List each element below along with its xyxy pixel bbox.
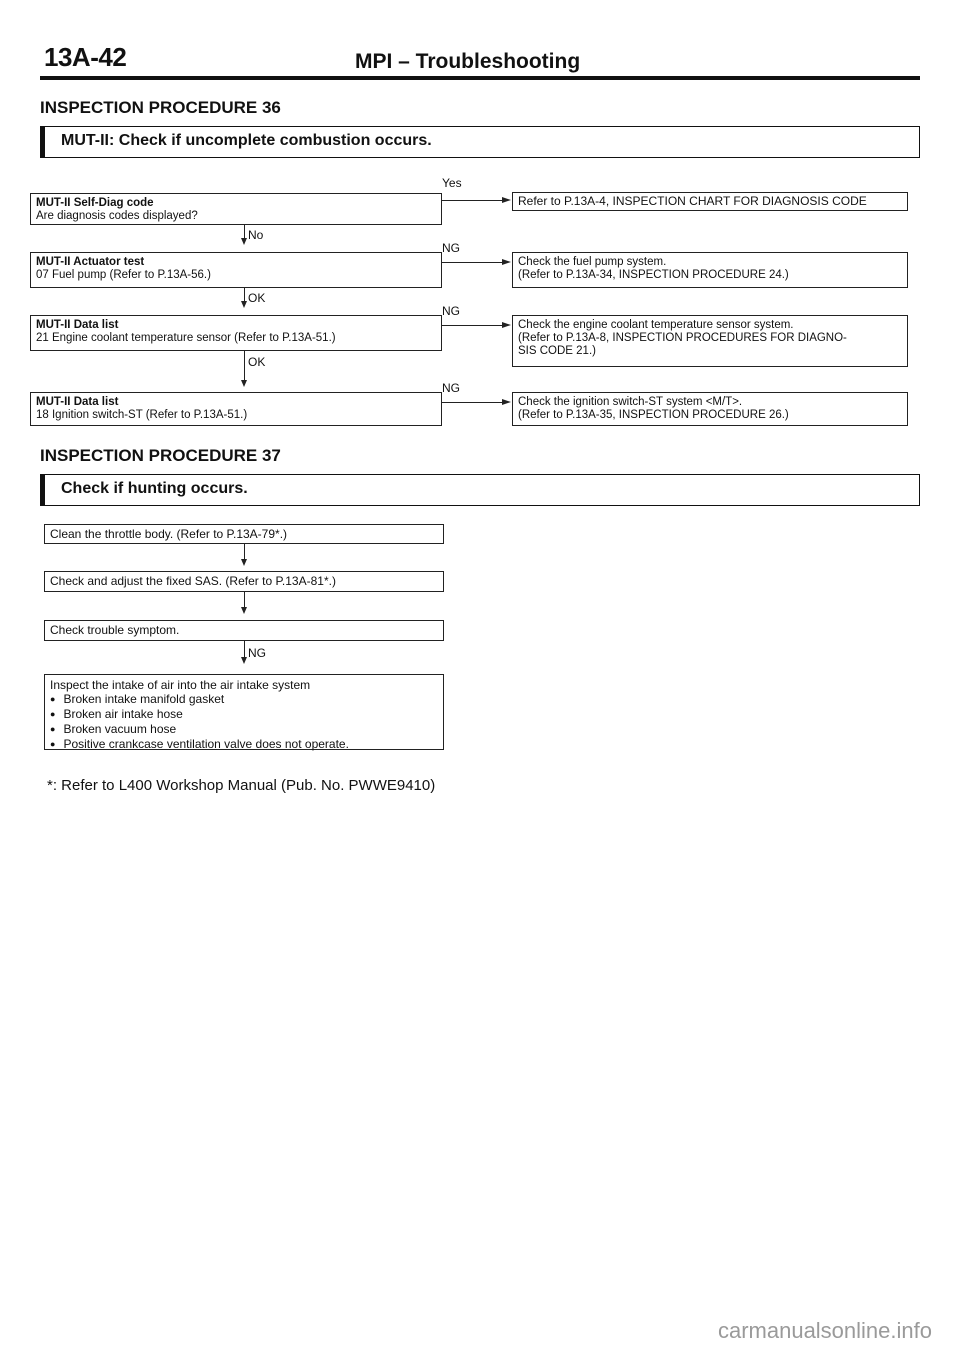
page-title: MPI – Troubleshooting: [355, 50, 581, 73]
step-text: Clean the throttle body. (Refer to P.13A-79*.): [50, 527, 288, 541]
result-line: (Refer to P.13A-34, INSPECTION PROCEDURE 24.): [518, 269, 789, 281]
result-line: Check the fuel pump system.: [518, 256, 667, 268]
arrow-down-icon: [241, 559, 247, 566]
branch-label-ok: OK: [248, 291, 266, 305]
flow-step-check-symptom: [44, 620, 444, 641]
arrow-down-icon: [241, 238, 247, 245]
step-text: 07 Fuel pump (Refer to P.13A-56.): [36, 269, 211, 281]
arrow-down-icon: [241, 380, 247, 387]
step-text: Check and adjust the fixed SAS. (Refer to P.13A-81*.): [50, 574, 336, 588]
result-box-ignition-switch: [512, 392, 908, 426]
watermark: carmanualsonline.info: [717, 1318, 932, 1343]
step-title: MUT-II Actuator test: [36, 256, 145, 268]
arrow-down-icon: [241, 301, 247, 308]
connector-line: [244, 544, 245, 560]
inspect-title: Inspect the intake of air into the air intake system: [50, 678, 311, 692]
branch-label-no: No: [248, 228, 264, 242]
step-title: MUT-II Self-Diag code: [36, 197, 154, 209]
branch-label-ng: NG: [442, 381, 460, 395]
inspect-item: ● Broken air intake hose: [50, 707, 438, 722]
footnote: *: Refer to L400 Workshop Manual (Pub. No. PWWE9410): [47, 777, 436, 794]
result-box-diagnosis-chart: [512, 192, 908, 211]
flow-step-self-diag: [30, 193, 442, 225]
result-line: Refer to P.13A-4, INSPECTION CHART FOR DIAGNOSIS CODE: [518, 194, 867, 208]
procedure-37-banner: [40, 474, 920, 506]
step-text: Are diagnosis codes displayed?: [36, 210, 198, 222]
connector-line: [244, 592, 245, 608]
connector-line: [442, 262, 502, 263]
result-line: (Refer to P.13A-8, INSPECTION PROCEDURES FOR DIAGNO-: [518, 332, 847, 344]
inspect-item: ● Broken intake manifold gasket: [50, 692, 438, 707]
arrow-right-icon: [502, 322, 511, 328]
branch-label-ok: OK: [248, 355, 266, 369]
step-title: MUT-II Data list: [36, 396, 119, 408]
procedure-37-banner-text: Check if hunting occurs.: [61, 480, 248, 497]
procedure-36-banner-text: MUT-II: Check if uncomplete combustion occurs.: [61, 132, 432, 149]
branch-label-ng: NG: [248, 646, 266, 660]
step-text: Check trouble symptom.: [50, 623, 180, 637]
connector-line: [244, 641, 245, 658]
branch-label-ng: NG: [442, 304, 460, 318]
branch-label-ng: NG: [442, 241, 460, 255]
arrow-right-icon: [502, 399, 511, 405]
flow-step-adjust-sas: [44, 571, 444, 592]
arrow-right-icon: [502, 259, 511, 265]
result-line: Check the engine coolant temperature sensor system.: [518, 319, 794, 331]
inspect-item: ● Broken vacuum hose: [50, 722, 438, 737]
connector-line: [244, 225, 245, 239]
connector-line: [244, 351, 245, 381]
connector-line: [442, 200, 502, 201]
flow-step-clean-throttle: [44, 524, 444, 544]
result-line: Check the ignition switch-ST system <M/T>.: [518, 396, 743, 408]
result-line: (Refer to P.13A-35, INSPECTION PROCEDURE 26.): [518, 409, 789, 421]
flow-step-data-list-coolant: [30, 315, 442, 351]
step-text: 21 Engine coolant temperature sensor (Refer to P.13A-51.): [36, 332, 336, 344]
result-box-fuel-pump: [512, 252, 908, 288]
procedure-37-heading: INSPECTION PROCEDURE 37: [40, 446, 281, 465]
page-number: 13A-42: [44, 42, 127, 72]
procedure-36-heading: INSPECTION PROCEDURE 36: [40, 98, 281, 117]
result-line: SIS CODE 21.): [518, 345, 596, 357]
branch-label-yes: Yes: [442, 176, 462, 190]
header-rule: [40, 76, 920, 80]
connector-line: [244, 288, 245, 302]
procedure-36-banner: [40, 126, 920, 158]
arrow-down-icon: [241, 607, 247, 614]
connector-line: [442, 325, 502, 326]
flow-step-inspect-intake: [44, 674, 444, 750]
flow-step-data-list-ignition: [30, 392, 442, 426]
step-text: 18 Ignition switch-ST (Refer to P.13A-51.): [36, 409, 248, 421]
inspect-item: ● Positive crankcase ventilation valve does not operate.: [50, 737, 438, 752]
flow-step-actuator-test: [30, 252, 442, 288]
arrow-down-icon: [241, 657, 247, 664]
result-box-coolant-sensor: [512, 315, 908, 367]
connector-line: [442, 402, 502, 403]
step-title: MUT-II Data list: [36, 319, 119, 331]
arrow-right-icon: [502, 197, 511, 203]
